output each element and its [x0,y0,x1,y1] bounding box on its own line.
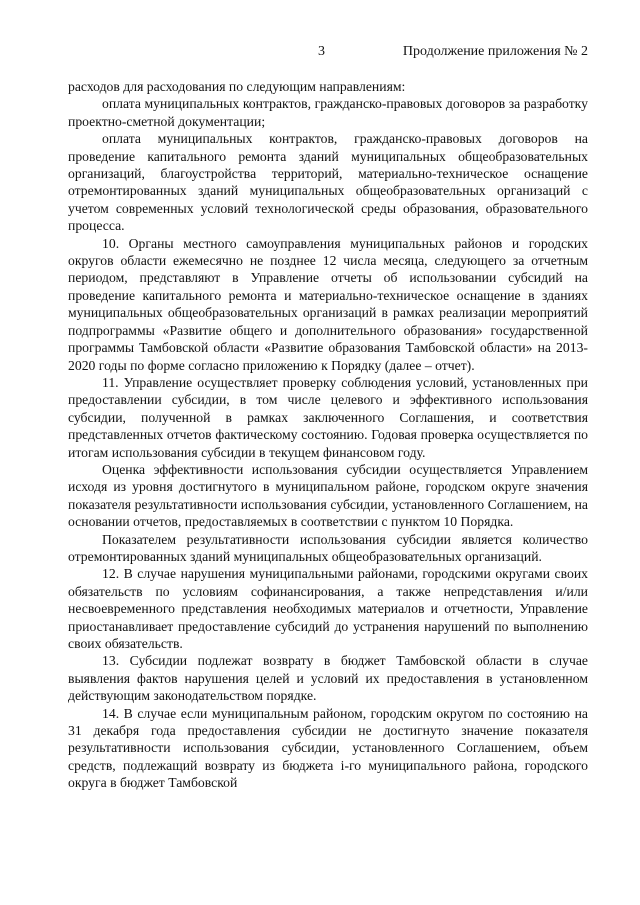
page-number: 3 [318,44,325,59]
paragraph: 13. Субсидии подлежат возврату в бюджет Тамбовской области в случае выявления фактов нарушения целей и условий их предоставления в установленном действующим законодательством порядке. [68,653,588,704]
paragraph: Оценка эффективности использования субсидии осуществляется Управлением исходя из уровня достигнутого в муниципальном районе, городском округе значения показателя результативности использования субсидии, установленного Соглашением, на основании отчетов, предоставляемых в соответствии с пунктом 10 Порядка. [68,461,588,530]
paragraph: расходов для расходования по следующим направлениям: [68,79,406,94]
paragraph: 10. Органы местного самоуправления муниципальных районов и городских округов области ежемесячно не позднее 12 числа месяца, следующего за отчетным периодом, представляют в Управление отчеты об использовании субсидий на проведение капитального ремонта и материально-техническое оснащение в зданиях муниципальных общеобразовательных организаций в рамках реализации мероприятий подпрограммы «Развитие общего и дополнительного образования» государственной программы Тамбовской области «Развитие образования Тамбовской области» на 2013-2020 годы по форме согласно приложению к Порядку (далее – отчет). [68,235,588,373]
appendix-note: Продолжение приложения № 2 [402,44,588,59]
paragraph: 12. В случае нарушения муниципальными районами, городскими округами своих обязательств по условиям софинансирования, а также непредставления и/или несвоевременного представления необходимых материалов и отчетности, Управление приостанавливает предоставление субсидий до устранения нарушений по выполнению своих обязательств. [68,566,588,651]
paragraph: оплата муниципальных контрактов, гражданско-правовых договоров за разработку проектно-сметной документации; [68,96,588,129]
paragraph: 11. Управление осуществляет проверку соблюдения условий, установленных при предоставлении субсидии, в том числе целевого и эффективного использования субсидии, полученной в рамках заключенного Соглашения, и соответствия представленных отчетов фактическому состоянию. Годовая проверка осуществляется по итогам использования субсидии в текущем финансовом году. [68,374,588,460]
paragraph: Показателем результативности использования субсидии является количество отремонтированных зданий муниципальных общеобразовательных организаций. [68,531,588,564]
document-body [68,78,588,792]
paragraph: оплата муниципальных контрактов, гражданско-правовых договоров на проведение капитального ремонта зданий муниципальных общеобразовательных организаций, благоустройства территорий, материально-техническое оснащение отремонтированных зданий муниципальных общеобразовательных организаций с учетом современных условий технологической среды образования, образовательного процесса. [68,131,588,234]
paragraph: 14. В случае если муниципальным районом, городским округом по состоянию на 31 декабря года предоставления субсидии не достигнуто значение показателя результативности использования субсидии, установленного Соглашением, объем средств, подлежащий возврату из бюджета i-го муниципального района, городского округа в бюджет Тамбовской [68,705,588,791]
